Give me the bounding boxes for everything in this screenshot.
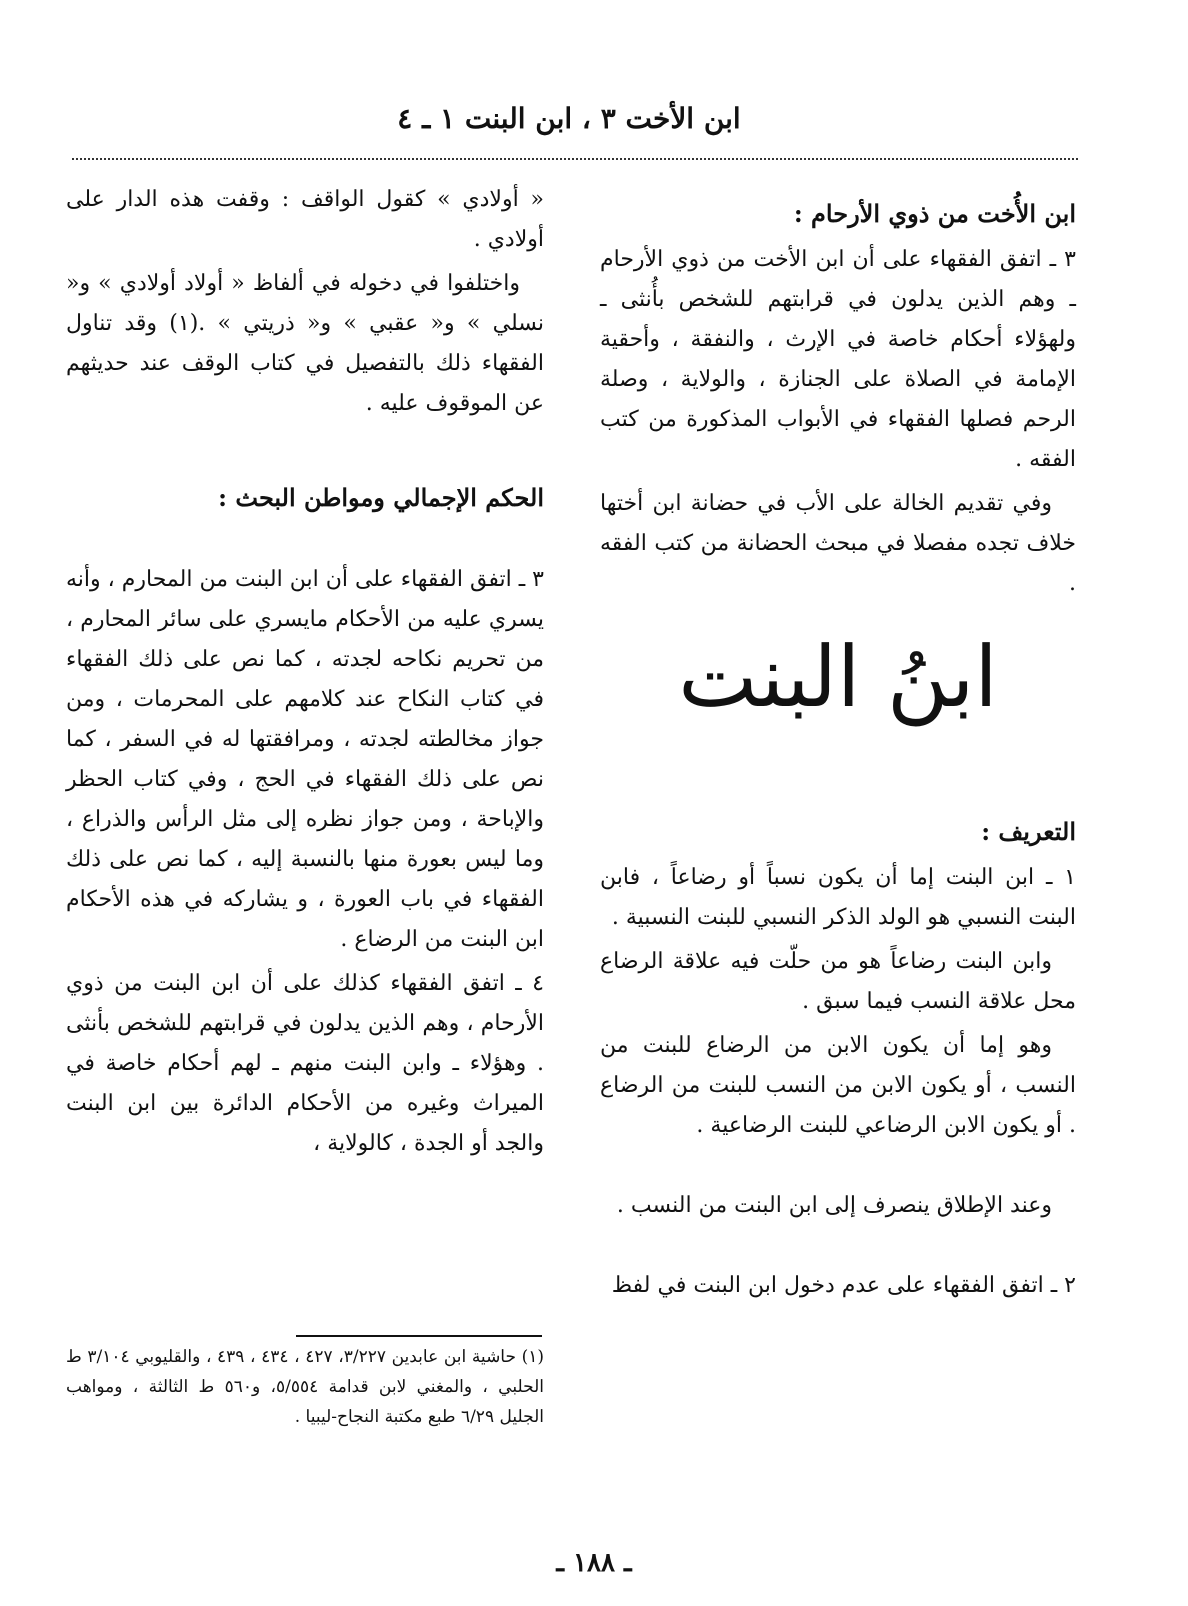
paragraph-3-mahram: ٣ ـ اتفق الفقهاء على أن ابن البنت من المحارم ، وأنه يسري عليه من الأحكام مايسري على سائر المحارم ، من تحريم نكاحه لجدته ، كما نص على ذلك الفقهاء في كتاب النكاح عند كلامهم على المحرمات ، ومن جواز مخالطته لجدته ، ومرافقتها له في السفر ، كما نص على ذلك الفقهاء في الحج ، وفي كتاب الحظر والإباحة ، ومن جواز نظره إلى مثل الرأس والذراع ، وما ليس بعورة منها بالنسبة إليه ، كما نص على ذلك الفقهاء في باب العورة ، و يشاركه في هذه الأحكام ابن البنت من الرضاع .	[66, 567, 544, 952]
footnote-divider	[296, 1335, 542, 1337]
section-heading-sister-son: ابن الأُخت من ذوي الأرحام :	[793, 199, 1076, 228]
footnote: (١) حاشية ابن عابدين ٣/٢٢٧، ٤٢٧ ، ٤٣٤ ، ٤٣٩ ، والقليوبي ٣/١٠٤ ط الحلبي ، والمغني لابن قدامة ٥/٥٥٤، و٥٦٠ ط الثالثة ، ومواهب الجليل ٦/٢٩ طبع مكتبة النجاح-ليبيا .	[66, 1347, 545, 1427]
paragraph-nursing-cases: وهو إما أن يكون الابن من الرضاع للبنت من النسب ، أو يكون الابن من النسب للبنت من الرضاع . أو يكون الابن الرضاعي للبنت الرضاعية .	[600, 1033, 1076, 1138]
paragraph-2-continued: « أولادي » كقول الواقف : وقفت هذه الدار على أولادي .	[66, 187, 544, 252]
spacer	[66, 428, 544, 464]
paragraph-4-relatives: ٤ ـ اتفق الفقهاء كذلك على أن ابن البنت من ذوي الأرحام ، وهم الذين يدلون في قرابتهم للشخص بأنثى . وهؤلاء ـ وابن البنت منهم ـ لهم أحكام خاصة في الميراث وغيره من الأحكام الدائرة بين ابن البنت والجد أو الجدة ، كالولاية ،	[66, 971, 544, 1156]
paragraph-3-sister-son: ٣ ـ اتفق الفقهاء على أن ابن الأخت من ذوي الأرحام ـ وهم الذين يدلون في قرابتهم للشخص بأُنثى ـ ولهؤلاء أحكام خاصة في الإرث ، والنفقة ، وأحقية الإمامة في الصلاة على الجنازة ، والولاية ، وصلة الرحم فصلها الفقهاء في الأبواب المذكورة من كتب الفقه .	[600, 247, 1076, 472]
paragraph-2-start: ٢ ـ اتفق الفقهاء على عدم دخول ابن البنت في لفظ	[611, 1273, 1076, 1298]
paragraph-nursing: وابن البنت رضاعاً هو من حلّت فيه علاقة الرضاع محل علاقة النسب فيما سبق .	[600, 949, 1076, 1014]
section-heading-ruling: الحكم الإجمالي ومواطن البحث :	[218, 483, 544, 512]
left-column	[66, 180, 544, 1168]
entry-title: ابنُ البنت	[678, 628, 998, 726]
spacer	[600, 1230, 1076, 1266]
definition-heading: التعريف :	[981, 817, 1076, 846]
spacer	[66, 524, 544, 560]
page-number: ـ ١٨٨ ـ	[556, 1548, 632, 1578]
paragraph-general-usage: وعند الإطلاق ينصرف إلى ابن البنت من النسب .	[616, 1193, 1052, 1218]
header-divider	[72, 158, 1078, 160]
paragraph-1-definition: ١ ـ ابن البنت إما أن يكون نسباً أو رضاعاً ، فابن البنت النسبي هو الولد الذكر النسبي للبنت النسبية .	[600, 865, 1076, 930]
spacer	[600, 1150, 1076, 1186]
right-column	[600, 180, 1076, 1310]
page-header: ابن الأخت ٣ ، ابن البنت ١ ـ ٤	[397, 102, 741, 135]
paragraph-disagreement: واختلفوا في دخوله في ألفاظ « أولاد أولادي » و« نسلي » و« عقبي » و« ذريتي » .(١) وقد تناول الفقهاء ذلك بالتفصيل في كتاب الوقف عند حديثهم عن الموقوف عليه .	[66, 271, 544, 416]
paragraph-custody: وفي تقديم الخالة على الأب في حضانة ابن أختها خلاف تجده مفصلا في مبحث الحضانة من كتب الفقه .	[600, 491, 1076, 596]
